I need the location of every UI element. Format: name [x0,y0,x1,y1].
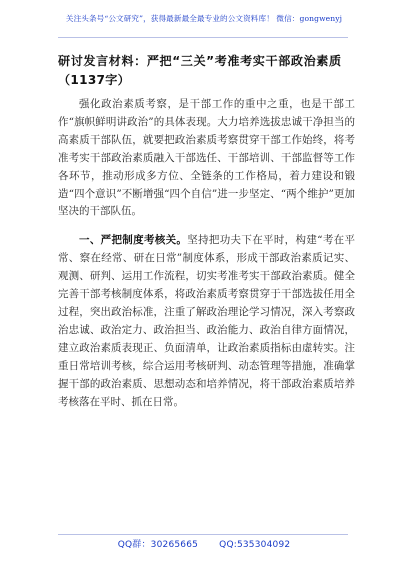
section-1-text: 坚持把功夫下在平时，构建“考在平常、察在经常、研在日常”制度体系，形成干部政治素质记实、观测、研判、运用工作流程，切实考准考实干部政治素质。健全完善干部考核制度体系，将政治素质考察贯穿于干部选拔任用全过程，突出政治标准，注重了解政治理论学习情况，深入考察政治忠诚、政治定力、政治担当、政治能力、政治自律方面情况，建立政治素质表现正、负面清单，让政治素质指标由虚转实。注重日常培训考核，综合运用考核研判、动态管理等措施，准确掌握干部的政治素质、思想动态和培养情况，将干部政治素质培养考核落在平时、抓在日常。 [58,234,355,408]
title-main: 研讨发言材料：严把“三关”考准考实干部政治素质 [58,54,342,68]
intro-paragraph: 强化政治素质考察，是干部工作的重中之重，也是干部工作“旗帜鲜明讲政治”的具体表现。大力培养选拔忠诚干净担当的高素质干部队伍，就要把政治素质考察贯穿干部工作始终，将考准考实干部政治素质融入干部选任、干部培训、干部监督等工作各环节，推动形成多方位、全链条的工作格局，着力建设和锻造“四个意识”不断增强“四个自信”进一步坚定、“两个维护”更加坚决的干部队伍。 [58,98,355,218]
section-1-heading: 一、严把制度考核关。 [79,234,188,247]
footer-contacts [0,537,408,550]
header-promo-note: 关注头条号“公文研究”，获得最新最全最专业的公文资料库！ 微信：gongwenyj [65,14,343,23]
document-body [58,96,355,419]
title-word-count: （1137字） [58,73,131,87]
footer-qq: QQ:535304092 [219,540,291,550]
document-title [58,52,358,90]
header-divider [58,37,348,38]
footer-qq-group: QQ群：30265665 [117,540,199,550]
footer-divider [58,534,348,535]
section-1-paragraph [58,232,355,411]
